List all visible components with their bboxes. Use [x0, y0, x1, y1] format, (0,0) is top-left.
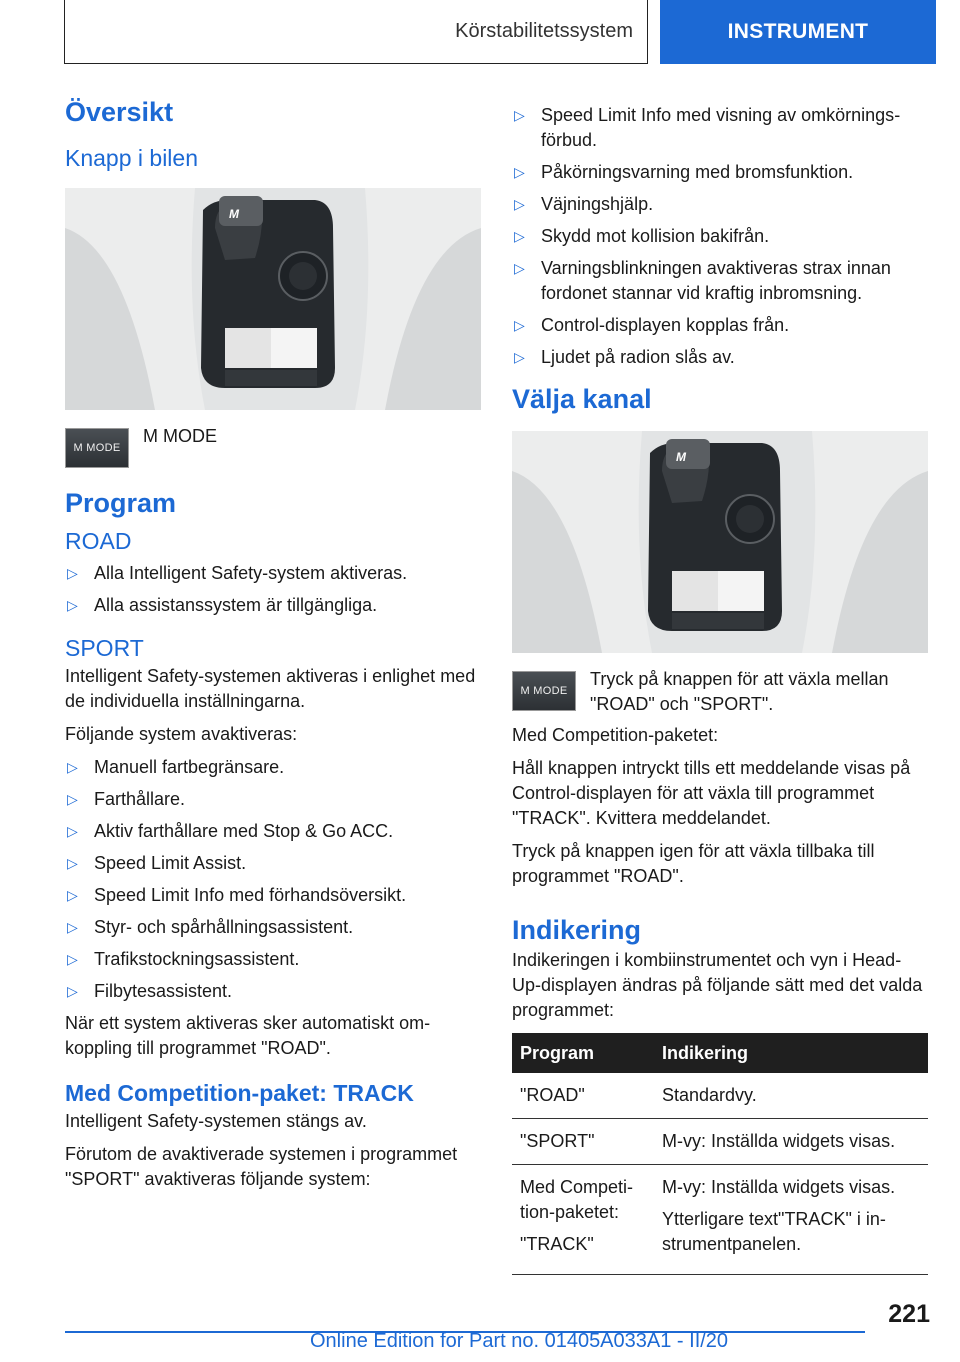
bullet-triangle-icon: ▷ — [67, 982, 78, 999]
mmode-caption: Tryck på knappen för att växla mellan "ROAD" och "SPORT". — [590, 669, 889, 715]
left-column — [65, 95, 481, 1200]
svg-text:M: M — [676, 450, 686, 465]
program-heading: Program — [65, 487, 177, 518]
table-cell: "ROAD" — [512, 1073, 654, 1119]
bullet-triangle-icon: ▷ — [67, 564, 78, 581]
m-mode-button-icon: M MODE — [65, 428, 129, 468]
bullet-triangle-icon: ▷ — [67, 918, 78, 935]
list-item: ▷ Speed Limit Info med visning av omkörningsförbud. — [514, 105, 901, 150]
button-heading: Knapp i bilen — [65, 145, 198, 172]
table-header: Program — [512, 1033, 654, 1073]
list-item: ▷ Ljudet på radion slås av. — [512, 345, 928, 370]
competition-label: Med Competition-paketet: — [512, 725, 719, 746]
table-row — [512, 1073, 928, 1119]
mmode-caption: M MODE — [143, 425, 217, 446]
list-item: ▷ Varningsblinkningen avaktiveras strax innan fordonet stannar vid kraftig inbromsning. — [514, 258, 891, 303]
sport-heading: SPORT — [65, 634, 144, 661]
table-header-row — [512, 1033, 928, 1073]
bullet-triangle-icon: ▷ — [514, 349, 525, 365]
bullet-triangle-icon: ▷ — [514, 196, 525, 212]
indication-text: Indikeringen i kombiinstrumentet och vyn i Head-Up-displayen ändras på följande sätt med det valda programmet: — [512, 950, 923, 1021]
list-item: ▷ Påkörningsvarning med bromsfunktion. — [512, 160, 928, 185]
overview-heading: Översikt — [65, 97, 174, 127]
track-text-1: Intelligent Safety-systemen stängs av. — [65, 1110, 367, 1131]
table-cell: M-vy: Inställda widgets visas. Ytterligare text"TRACK" i instrumentpanelen. — [654, 1165, 928, 1275]
bullet-triangle-icon: ▷ — [67, 822, 78, 839]
track-text-2: Förutom de avaktiverade systemen i programmet "SPORT" avaktiveras följande system: — [65, 1143, 458, 1189]
header-section-tab — [64, 0, 648, 64]
gear-console-photo — [65, 188, 481, 410]
list-item: ▷ Control-displayen kopplas från. — [512, 313, 928, 338]
table-header: Indikering — [654, 1033, 928, 1073]
mmode-row — [512, 671, 928, 725]
bullet-triangle-icon: ▷ — [514, 164, 525, 180]
indication-table — [512, 1033, 928, 1275]
right-column — [512, 95, 928, 1275]
bullet-triangle-icon: ▷ — [67, 886, 78, 903]
table-cell: "SPORT" — [512, 1119, 654, 1165]
footer-edition-text: Online Edition for Part no. 01405A033A1 - II/20 — [310, 1330, 729, 1352]
list-item: ▷ Väjningshjälp. — [512, 192, 928, 217]
list-item: ▷ Filbytesassistent. — [65, 979, 481, 1004]
sport-after-text: När ett system aktiveras sker automatiskt omkoppling till programmet "ROAD". — [65, 1012, 431, 1058]
header-chapter-label: INSTRUMENT — [727, 20, 869, 43]
bullet-triangle-icon: ▷ — [67, 758, 78, 775]
list-item: ▷ Speed Limit Info med förhandsöversikt. — [65, 883, 481, 908]
bullet-triangle-icon: ▷ — [67, 854, 78, 871]
header-chapter-tab — [660, 0, 936, 64]
page-number: 221 — [888, 1300, 930, 1328]
list-item: ▷ Skydd mot kollision bakifrån. — [512, 224, 928, 249]
list-item: ▷ Styr- och spårhållningsassistent. — [65, 915, 481, 940]
track-heading: Med Competition-paket: TRACK — [65, 1079, 414, 1106]
list-item: ▷ Alla assistanssystem är tillgängliga. — [65, 593, 481, 618]
bullet-triangle-icon: ▷ — [514, 260, 525, 276]
table-cell: M-vy: Inställda widgets visas. — [654, 1119, 928, 1165]
header-section-label: Körstabilitetssystem — [455, 20, 633, 42]
bullet-triangle-icon: ▷ — [514, 317, 525, 333]
list-item: ▷ Trafikstockningsassistent. — [65, 947, 481, 972]
table-row — [512, 1165, 928, 1275]
bullet-triangle-icon: ▷ — [67, 790, 78, 807]
track-list — [512, 103, 928, 370]
channel-heading: Välja kanal — [512, 384, 652, 414]
list-item: ▷ Alla Intelligent Safety-system aktiveras. — [65, 561, 481, 586]
back-text: Tryck på knappen igen för att växla tillbaka till programmet "ROAD". — [512, 841, 875, 887]
sport-text: Intelligent Safety-systemen aktiveras i enlighet med de individuella inställningarna. — [65, 665, 476, 711]
road-list — [65, 561, 481, 618]
list-item: ▷ Manuell fartbegränsare. — [65, 755, 481, 780]
table-cell: Standardvy. — [654, 1073, 928, 1119]
svg-text:M: M — [229, 206, 239, 221]
sport-list — [65, 755, 481, 1004]
table-row — [512, 1119, 928, 1165]
bullet-triangle-icon: ▷ — [67, 596, 78, 613]
bullet-triangle-icon: ▷ — [514, 107, 525, 123]
list-item: ▷ Farthållare. — [65, 787, 481, 812]
gear-console-photo — [512, 431, 928, 653]
road-heading: ROAD — [65, 528, 132, 555]
table-cell: Med Competition-paketet: "TRACK" — [512, 1165, 654, 1275]
bullet-triangle-icon: ▷ — [514, 228, 525, 244]
list-item: ▷ Speed Limit Assist. — [65, 851, 481, 876]
list-item: ▷ Aktiv farthållare med Stop & Go ACC. — [65, 819, 481, 844]
bullet-triangle-icon: ▷ — [67, 950, 78, 967]
indication-heading: Indikering — [512, 915, 642, 946]
m-mode-button-icon: M MODE — [512, 671, 576, 711]
mmode-row — [65, 425, 481, 468]
sport-intro: Följande system avaktiveras: — [65, 723, 298, 744]
competition-text: Håll knappen intryckt tills ett meddelande visas på Control-displayen för att växla till programmet "TRACK". Kvittera meddelandet. — [512, 758, 911, 829]
